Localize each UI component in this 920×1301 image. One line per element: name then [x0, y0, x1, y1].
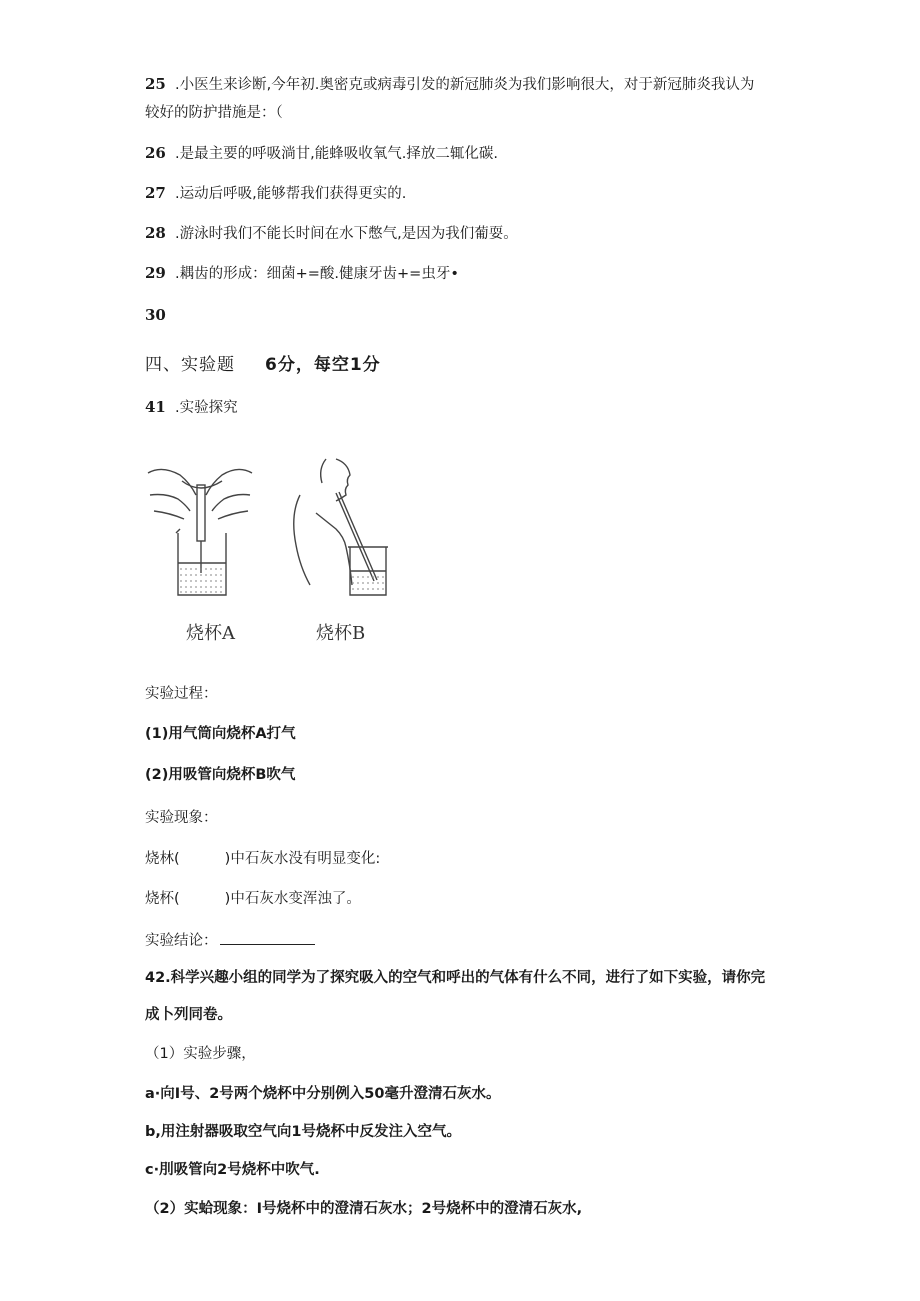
question-42: 42.科学兴趣小组的同学为了探究吸入的空气和呼出的气体有什么不同，进行了如下实验，请你完	[145, 970, 766, 986]
phenomenon-text: )中石灰水变浑浊了。	[224, 891, 361, 907]
phenomenon-text: )中石灰水没有明显变化:	[224, 851, 381, 867]
caption-beaker-a: 烧杯A	[186, 623, 235, 644]
beaker-b-illustration	[294, 459, 388, 595]
question-text: .耦齿的形成：细菌+=酸.健康牙齿+=虫牙•	[175, 266, 459, 282]
question-number: 41	[145, 398, 166, 416]
q42-steps-label: （1）实验步骤，	[145, 1046, 256, 1062]
question-27	[145, 182, 406, 203]
question-text: .游泳时我们不能长时间在水下憋气,是因为我们葡耍。	[175, 226, 518, 242]
question-41	[145, 396, 238, 417]
question-text: .实验探究	[175, 400, 238, 416]
process-label: 实验过程：	[145, 686, 218, 702]
q42-step-a: a·向I号、2号两个烧杯中分别例入50毫升澄清石灰水。	[145, 1086, 501, 1102]
question-number: 28	[145, 224, 166, 242]
phenomenon-text: 烧杯(	[145, 891, 180, 907]
section-heading	[145, 350, 381, 375]
conclusion-label: 实验结论：	[145, 933, 218, 949]
experiment-figure	[140, 455, 400, 605]
question-25	[145, 73, 754, 94]
question-number: 26	[145, 144, 166, 162]
question-text: 较好的防护措施是：（	[145, 105, 283, 121]
phenomenon-text: 烧林(	[145, 851, 180, 867]
question-42-continued: 成卜列同卷。	[145, 1007, 232, 1023]
phenomenon-line-2	[145, 887, 361, 908]
question-29	[145, 262, 459, 283]
phenomenon-line-1	[145, 847, 380, 868]
conclusion-blank	[220, 932, 315, 945]
question-number: 27	[145, 184, 166, 202]
section-title: 四、实验题	[145, 355, 235, 375]
beaker-a-illustration	[148, 469, 252, 595]
phenomenon-label: 实验现象：	[145, 810, 218, 826]
question-number: 30	[145, 306, 166, 324]
question-30	[145, 306, 175, 324]
question-text: .小医生来诊断,今年初.奥密克或病毒引发的新冠肺炎为我们影响很大，对于新冠肺炎我认为	[175, 77, 755, 93]
q42-step-b: b,用注射器吸取空气向1号烧杯中反发注入空气。	[145, 1124, 461, 1140]
question-26	[145, 142, 498, 163]
question-28	[145, 222, 518, 243]
question-text: .运动后呼吸,能够帮我们获得更实的.	[175, 186, 407, 202]
q42-phenomenon: （2）实蛤现象：I号烧杯中的澄清石灰水；2号烧杯中的澄清石灰水,	[145, 1201, 583, 1217]
process-step-1: (1)用气筒向烧杯A打气	[145, 726, 296, 742]
question-number: 29	[145, 264, 166, 282]
caption-beaker-b: 烧杯B	[316, 623, 366, 644]
process-step-2: (2)用吸管向烧杯B吹气	[145, 767, 296, 783]
question-number: 25	[145, 75, 166, 93]
section-score: 6分，每空1分	[265, 355, 381, 375]
question-25-continued	[145, 101, 283, 122]
q42-step-c: c·刖吸管向2号烧杯中吹气.	[145, 1162, 320, 1178]
conclusion-line	[145, 929, 315, 950]
question-text: .是最主要的呼吸淌甘,能蜂吸收氧气.择放二辄化碳.	[175, 146, 498, 162]
